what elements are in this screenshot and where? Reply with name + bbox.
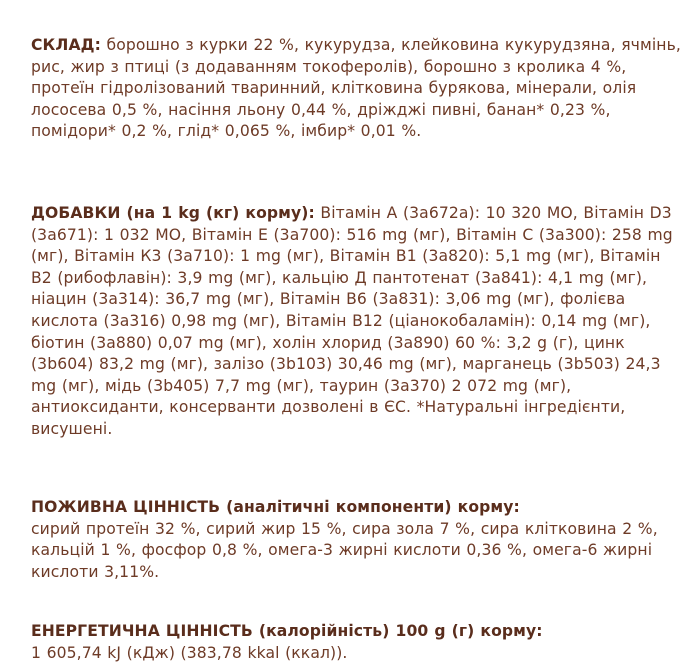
nutrition-heading: ПОЖИВНА ЦІННІСТЬ (аналітичні компоненти) корму: xyxy=(31,498,520,516)
additives-text: Вітамін А (3a672a): 10 320 MO, Вітамін D3 (3a671): 1 032 MO, Вітамін Е (3a700): 516 mg (мг), Вітамін С (3a300): 258 mg (мг), Вітамін К3 (3a710): 1 mg (мг), Вітамін В1 (3a820): 5,1 mg (мг), Вітамін В2 (рибофлавін): 3,9 mg (мг), кальцію Д пантотенат (3a841): 4,1 mg (мг), ніацин (3a314): 36,7 mg (мг), Вітамін В6 (3a831): 3,06 mg (мг), фолієва кислота (3a316) 0,98 mg (мг), Вітамін В12 (ціанокобаламін): 0,14 mg (мг), біотин (3a880) 0,07 mg (мг), холін хлорид (3a890) 60 %: 3,2 g (г), цинк (3b604) 83,2 mg (мг), залізо (3b103) 30,46 mg (мг), марганець (3b503) 24,3 mg (мг), мідь (3b405) 7,7 mg (мг), таурин (3a370) 2 072 mg (мг), антиоксиданти, консерванти дозволені в ЄС. *Натуральні інгредієнти, висушені. xyxy=(31,204,673,438)
additives-section xyxy=(31,203,681,441)
composition-text: борошно з курки 22 %, кукурудза, клейковина кукурудзяна, ячмінь, рис, жир з птиці (з додаванням токоферолів), борошно з кролика 4 %, протеїн гідролізований тваринний, клітковина бурякова, мінерали, олія лососева 0,5 %, насіння льону 0,44 %, дріжджі пивні, банан* 0,23 %, помідори* 0,2 %, глід* 0,065 %, імбир* 0,01 %. xyxy=(31,36,681,141)
nutrition-text: сирий протеїн 32 %, сирий жир 15 %, сира зола 7 %, сира клітковина 2 %, кальцій 1 %, фосфор 0,8 %, омега-3 жирні кислоти 0,36 %, омега-6 жирні кислоти 3,11%. xyxy=(31,519,658,581)
composition-heading: СКЛАД: xyxy=(31,36,101,54)
additives-heading: ДОБАВКИ (на 1 kg (кг) корму): xyxy=(31,204,315,222)
energy-heading: ЕНЕРГЕТИЧНА ЦІННІСТЬ (калорійність) 100 g (г) корму: xyxy=(31,622,543,640)
composition-section xyxy=(31,35,681,143)
nutrition-section xyxy=(31,497,681,583)
energy-text: 1 605,74 kJ (кДж) (383,78 kkal (ккал)). xyxy=(31,643,348,662)
energy-section xyxy=(31,621,681,664)
